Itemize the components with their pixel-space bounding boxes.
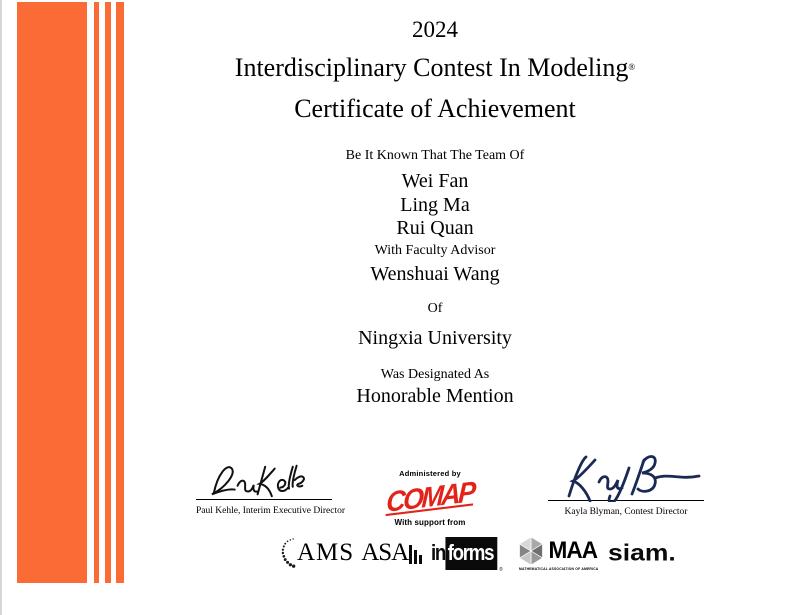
registered-trademark-symbol: ® xyxy=(628,62,636,72)
left-border-band xyxy=(17,2,87,583)
asa-bars-icon xyxy=(409,542,422,564)
team-intro-label: Be It Known That The Team Of xyxy=(345,148,525,163)
certificate-year: 2024 xyxy=(412,17,458,42)
ams-asa-logo xyxy=(281,536,422,570)
contest-director-signature-block xyxy=(548,452,704,517)
sponsor-logos-row xyxy=(281,533,676,573)
team-member-name: Ling Ma xyxy=(400,194,470,216)
administered-by-label: Administered by xyxy=(399,469,461,478)
of-label: Of xyxy=(427,301,443,316)
asa-wordmark: ASA xyxy=(361,539,409,566)
siam-logo: siam. xyxy=(608,539,676,566)
informs-wordmark-prefix: in xyxy=(431,540,446,565)
maa-caption: MATHEMATICAL ASSOCIATION OF AMERICA xyxy=(518,566,599,571)
ams-arc-icon xyxy=(281,536,296,570)
informs-wordmark-box: forms xyxy=(445,537,497,570)
left-border-stripe-1 xyxy=(94,2,99,583)
advisor-label: With Faculty Advisor xyxy=(374,243,496,258)
maa-polyhedron-icon xyxy=(518,536,544,566)
informs-logo xyxy=(431,537,503,573)
page-left-edge xyxy=(0,0,2,615)
executive-director-signature-block xyxy=(196,461,346,516)
certificate-subtitle: Certificate of Achievement xyxy=(294,94,576,123)
kayla-blyman-signature-icon xyxy=(550,452,702,502)
contest-title xyxy=(125,53,745,83)
ams-wordmark: AMS xyxy=(297,539,355,566)
institution-name: Ningxia University xyxy=(358,327,512,349)
contest-title-text: Interdisciplinary Contest In Modeling xyxy=(234,53,629,82)
signature-line xyxy=(196,499,332,500)
team-member-name: Rui Quan xyxy=(396,217,474,239)
designation-value: Honorable Mention xyxy=(356,385,514,407)
paul-kehle-signature-icon xyxy=(206,461,332,501)
executive-director-caption: Paul Kehle, Interim Executive Director xyxy=(196,506,346,516)
left-border-stripe-3 xyxy=(116,2,124,583)
comap-logo: COMAP xyxy=(385,475,475,519)
administration-block xyxy=(369,469,491,527)
team-member-name: Wei Fan xyxy=(401,170,469,192)
contest-director-caption: Kayla Blyman, Contest Director xyxy=(564,507,688,517)
left-border-stripe-2 xyxy=(105,2,111,583)
with-support-from-label: With support from xyxy=(394,518,466,527)
informs-registered-symbol: ® xyxy=(499,566,503,573)
advisor-name: Wenshuai Wang xyxy=(370,263,500,285)
maa-logo xyxy=(518,536,599,571)
maa-wordmark: MAA xyxy=(548,536,598,564)
designation-label: Was Designated As xyxy=(380,367,490,382)
signature-line xyxy=(548,500,704,501)
